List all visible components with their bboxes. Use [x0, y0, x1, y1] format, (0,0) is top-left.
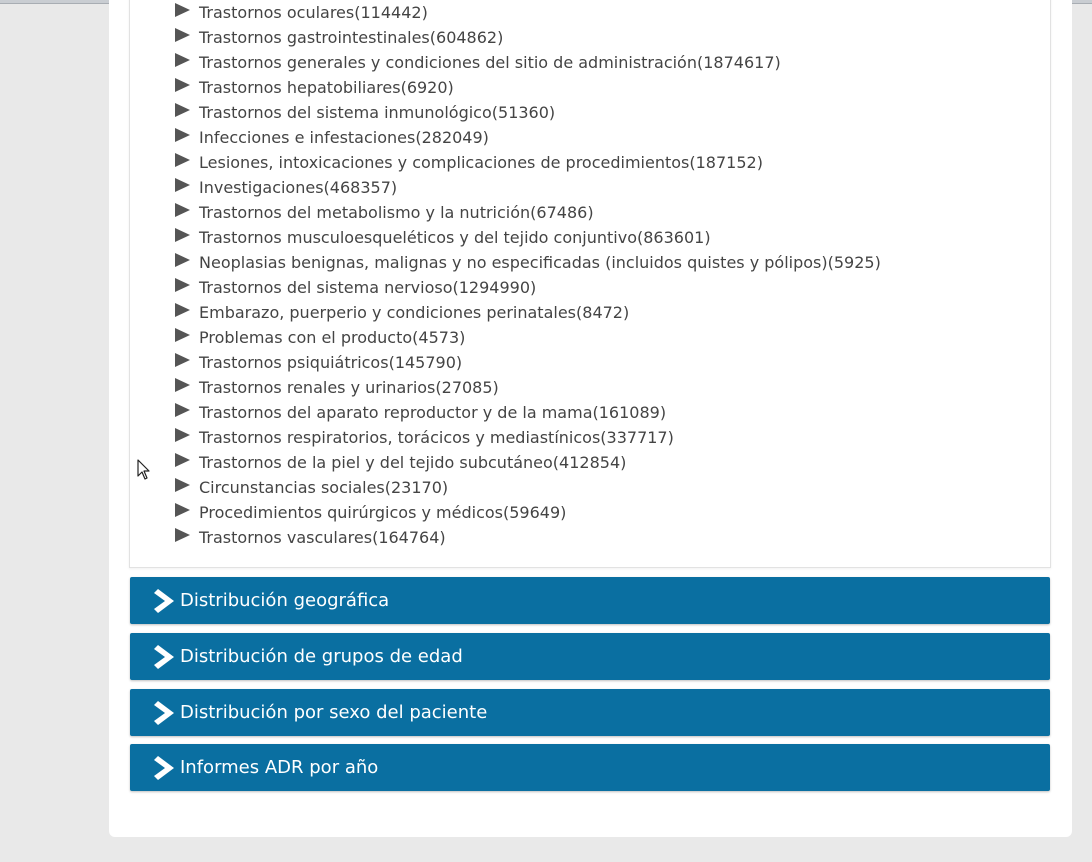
- tree-item-count: ( 1874617 ): [697, 50, 781, 75]
- triangle-right-icon[interactable]: [175, 528, 190, 542]
- accordion-label: Informes ADR por año: [180, 757, 379, 778]
- triangle-right-icon[interactable]: [175, 428, 190, 442]
- tree-item-count: ( 4573 ): [412, 325, 465, 350]
- tree-item-label: Lesiones, intoxicaciones y complicaciones de procedimientos: [199, 153, 690, 172]
- tree-item-label: Trastornos vasculares: [199, 528, 373, 547]
- triangle-right-icon[interactable]: [175, 153, 190, 167]
- tree-item-count: ( 468357 ): [324, 175, 398, 200]
- tree-item-label: Trastornos gastrointestinales: [199, 28, 430, 47]
- tree-item-count: ( 604862 ): [430, 25, 504, 50]
- triangle-right-icon[interactable]: [175, 303, 190, 317]
- tree-item[interactable]: [175, 175, 881, 200]
- triangle-right-icon[interactable]: [175, 278, 190, 292]
- tree-item-label: Procedimientos quirúrgicos y médicos: [199, 503, 503, 522]
- tree-item-count: ( 5925 ): [828, 250, 881, 275]
- tree-item[interactable]: [175, 525, 881, 550]
- accordion-patient-sex-distribution[interactable]: [130, 689, 1050, 736]
- chevron-right-icon: [154, 586, 180, 616]
- tree-item-label: Trastornos renales y urinarios: [199, 378, 436, 397]
- tree-item-label: Trastornos del sistema inmunológico: [199, 103, 492, 122]
- tree-item-label: Trastornos oculares: [199, 3, 355, 22]
- accordion-age-group-distribution[interactable]: [130, 633, 1050, 680]
- tree-item-count: ( 1294990 ): [452, 275, 536, 300]
- accordion-label: Distribución por sexo del paciente: [180, 702, 488, 723]
- tree-item-count: ( 337717 ): [600, 425, 674, 450]
- tree-item-count: ( 161089 ): [593, 400, 667, 425]
- tree-item-count: ( 6920 ): [401, 75, 454, 100]
- tree-item-count: ( 187152 ): [689, 150, 763, 175]
- tree-item-count: ( 51360 ): [492, 100, 555, 125]
- tree-item[interactable]: [175, 150, 881, 175]
- tree-item-label: Trastornos psiquiátricos: [199, 353, 389, 372]
- triangle-right-icon[interactable]: [175, 403, 190, 417]
- triangle-right-icon[interactable]: [175, 503, 190, 517]
- reactions-tree: [175, 0, 881, 550]
- triangle-right-icon[interactable]: [175, 53, 190, 67]
- triangle-right-icon[interactable]: [175, 3, 190, 17]
- tree-item[interactable]: [175, 350, 881, 375]
- tree-item[interactable]: [175, 475, 881, 500]
- triangle-right-icon[interactable]: [175, 353, 190, 367]
- triangle-right-icon[interactable]: [175, 378, 190, 392]
- triangle-right-icon[interactable]: [175, 28, 190, 42]
- mouse-cursor-icon: [137, 459, 151, 481]
- triangle-right-icon[interactable]: [175, 128, 190, 142]
- content-panel: [109, 0, 1072, 837]
- tree-item[interactable]: [175, 75, 881, 100]
- tree-item[interactable]: [175, 325, 881, 350]
- triangle-right-icon[interactable]: [175, 203, 190, 217]
- tree-item[interactable]: [175, 225, 881, 250]
- tree-item-label: Problemas con el producto: [199, 328, 413, 347]
- triangle-right-icon[interactable]: [175, 478, 190, 492]
- chevron-right-icon: [154, 642, 180, 672]
- tree-item-count: ( 863601 ): [637, 225, 711, 250]
- tree-item[interactable]: [175, 25, 881, 50]
- tree-item-label: Trastornos de la piel y del tejido subcutáneo: [199, 453, 553, 472]
- tree-item-label: Trastornos respiratorios, torácicos y mediastínicos: [199, 428, 601, 447]
- tree-item-count: ( 59649 ): [503, 500, 566, 525]
- tree-item-count: ( 27085 ): [435, 375, 498, 400]
- tree-item-label: Trastornos hepatobiliares: [199, 78, 401, 97]
- tree-item[interactable]: [175, 425, 881, 450]
- triangle-right-icon[interactable]: [175, 228, 190, 242]
- tree-item[interactable]: [175, 125, 881, 150]
- accordion-adr-reports-by-year[interactable]: [130, 744, 1050, 791]
- tree-item-count: ( 114442 ): [354, 0, 428, 25]
- tree-item[interactable]: [175, 200, 881, 225]
- tree-item-label: Trastornos generales y condiciones del sitio de administración: [199, 53, 697, 72]
- tree-item[interactable]: [175, 450, 881, 475]
- triangle-right-icon[interactable]: [175, 103, 190, 117]
- tree-item-count: ( 412854 ): [553, 450, 627, 475]
- tree-item[interactable]: [175, 500, 881, 525]
- triangle-right-icon[interactable]: [175, 328, 190, 342]
- triangle-right-icon[interactable]: [175, 178, 190, 192]
- triangle-right-icon[interactable]: [175, 453, 190, 467]
- tree-item-count: ( 23170 ): [385, 475, 448, 500]
- tree-item-label: Circunstancias sociales: [199, 478, 385, 497]
- tree-item-count: ( 8472 ): [576, 300, 629, 325]
- tree-item-count: ( 164764 ): [372, 525, 446, 550]
- triangle-right-icon[interactable]: [175, 78, 190, 92]
- accordion-label: Distribución geográfica: [180, 590, 390, 611]
- tree-item-count: ( 67486 ): [530, 200, 593, 225]
- tree-item[interactable]: [175, 375, 881, 400]
- tree-item[interactable]: [175, 100, 881, 125]
- tree-item[interactable]: [175, 400, 881, 425]
- tree-item[interactable]: [175, 0, 881, 25]
- tree-item-label: Trastornos del metabolismo y la nutrición: [199, 203, 531, 222]
- accordion-label: Distribución de grupos de edad: [180, 646, 463, 667]
- tree-item-label: Trastornos del sistema nervioso: [199, 278, 453, 297]
- reactions-tree-box: [129, 0, 1051, 568]
- tree-item[interactable]: [175, 50, 881, 75]
- accordion-geographic-distribution[interactable]: [130, 577, 1050, 624]
- chevron-right-icon: [154, 698, 180, 728]
- tree-item-count: ( 282049 ): [415, 125, 489, 150]
- tree-item-label: Trastornos musculoesqueléticos y del tejido conjuntivo: [199, 228, 637, 247]
- tree-item-label: Trastornos del aparato reproductor y de la mama: [199, 403, 593, 422]
- tree-item[interactable]: [175, 250, 881, 275]
- tree-item-count: ( 145790 ): [389, 350, 463, 375]
- tree-item-label: Neoplasias benignas, malignas y no especificadas (incluidos quistes y pólipos): [199, 253, 828, 272]
- tree-item[interactable]: [175, 300, 881, 325]
- triangle-right-icon[interactable]: [175, 253, 190, 267]
- tree-item[interactable]: [175, 275, 881, 300]
- tree-item-label: Infecciones e infestaciones: [199, 128, 416, 147]
- tree-item-label: Embarazo, puerperio y condiciones perinatales: [199, 303, 577, 322]
- chevron-right-icon: [154, 753, 180, 783]
- tree-item-label: Investigaciones: [199, 178, 324, 197]
